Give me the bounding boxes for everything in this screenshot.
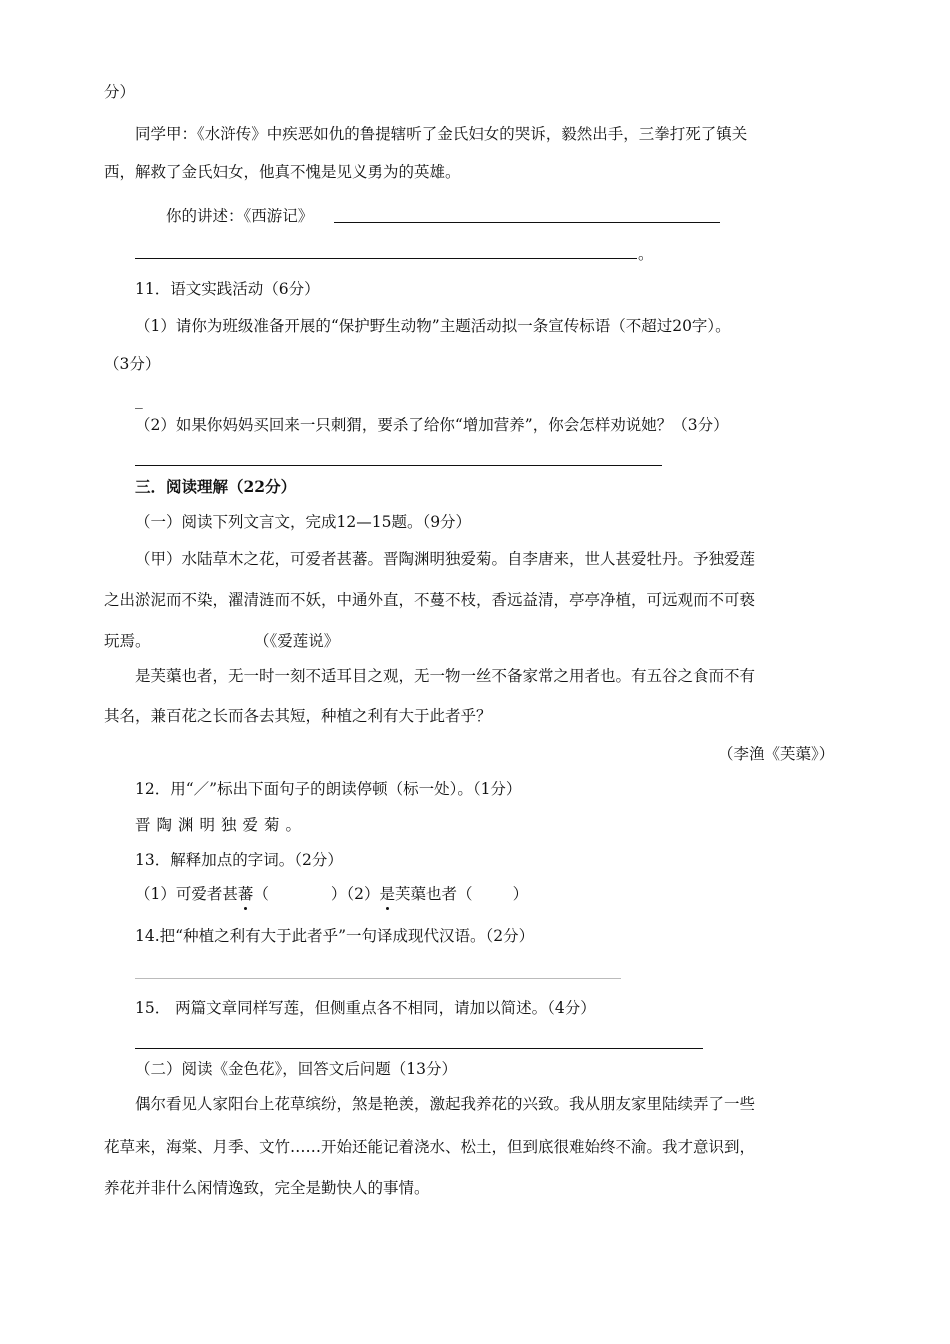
text-line: 之出淤泥而不染，濯清涟而不妖，中通外直，不蔓不枝，香远益清，亭亭净植，可远观而不可亵	[104, 591, 756, 609]
text-line: （2）如果你妈妈买回来一只刺猬，要杀了给你“增加营养”，你会怎样劝说她？（3分）	[135, 416, 729, 434]
text-line: _	[135, 391, 143, 409]
text-line: （甲）水陆草木之花，可爱者甚蕃。晋陶渊明独爱菊。自李唐来，世人甚爱牡丹。予独爱莲	[135, 550, 756, 568]
source-citation: （李渔《芙蕖》）	[718, 745, 835, 763]
text-line: 玩焉。	[104, 632, 151, 650]
text-line	[135, 884, 528, 904]
text-line: 其名，兼百花之长而各去其短，种植之利有大于此者乎？	[104, 707, 492, 725]
text-line: （《爱莲说》	[254, 632, 340, 650]
text-line: 是芙蕖也者，无一时一刻不适耳目之观，无一物一丝不备家常之用者也。有五谷之食而不有	[135, 667, 756, 685]
question-title: 13．解释加点的字词。（2分）	[135, 851, 343, 869]
answer-line[interactable]	[135, 258, 637, 259]
text-span: 芙蕖也者（	[395, 885, 473, 903]
text-line: 晋陶渊明独爱菊。	[135, 816, 308, 834]
question-title: 12．用“／”标出下面句子的朗读停顿（标一处）。（1分）	[135, 780, 522, 798]
text-span: （	[253, 885, 269, 903]
text-line: （3分）	[104, 355, 161, 373]
text-line: （二）阅读《金色花》，回答文后问题（13分）	[135, 1060, 457, 1078]
answer-line[interactable]	[135, 978, 621, 979]
section-heading: 三．阅读理解（22分）	[135, 477, 297, 496]
question-title: 11．语文实践活动（6分）	[135, 280, 320, 298]
answer-line[interactable]	[135, 1048, 703, 1049]
question-title: 15． 两篇文章同样写莲，但侧重点各不相同，请加以简述。（4分）	[135, 999, 596, 1017]
answer-line[interactable]	[135, 465, 662, 466]
text-line: 偶尔看见人家阳台上花草缤纷，煞是艳羡，激起我养花的兴致。我从朋友家里陆续弄了一些	[135, 1095, 756, 1113]
question-title: 14.把“种植之利有大于此者乎”一句译成现代汉语。（2分）	[135, 927, 535, 945]
answer-prompt: 你的讲述：《西游记》	[166, 207, 314, 225]
dotted-char: 蕃	[237, 885, 254, 903]
answer-line[interactable]	[334, 222, 720, 223]
text-line: 同学甲：《水浒传》中疾恶如仇的鲁提辖听了金氏妇女的哭诉，毅然出手，三拳打死了镇关	[135, 125, 748, 143]
text-line: 花草来，海棠、月季、文竹……开始还能记着浇水、松土，但到底很难始终不渝。我才意识到，	[104, 1138, 756, 1156]
text-line: （1）请你为班级准备开展的“保护野生动物”主题活动拟一条宣传标语（不超过20字）。	[135, 317, 731, 335]
text-span: ）	[512, 885, 529, 903]
text-line: 。	[638, 245, 654, 263]
text-line: 西，解救了金氏妇女，他真不愧是见义勇为的英雄。	[104, 163, 461, 181]
text-span: （1）可爱者甚	[135, 885, 238, 903]
text-span: ）（2）	[330, 885, 380, 903]
text-line: 分）	[104, 83, 136, 101]
dotted-char: 是	[379, 885, 396, 903]
text-line: （一）阅读下列文言文，完成12—15题。（9分）	[135, 513, 472, 531]
text-line: 养花并非什么闲情逸致，完全是勤快人的事情。	[104, 1179, 430, 1197]
